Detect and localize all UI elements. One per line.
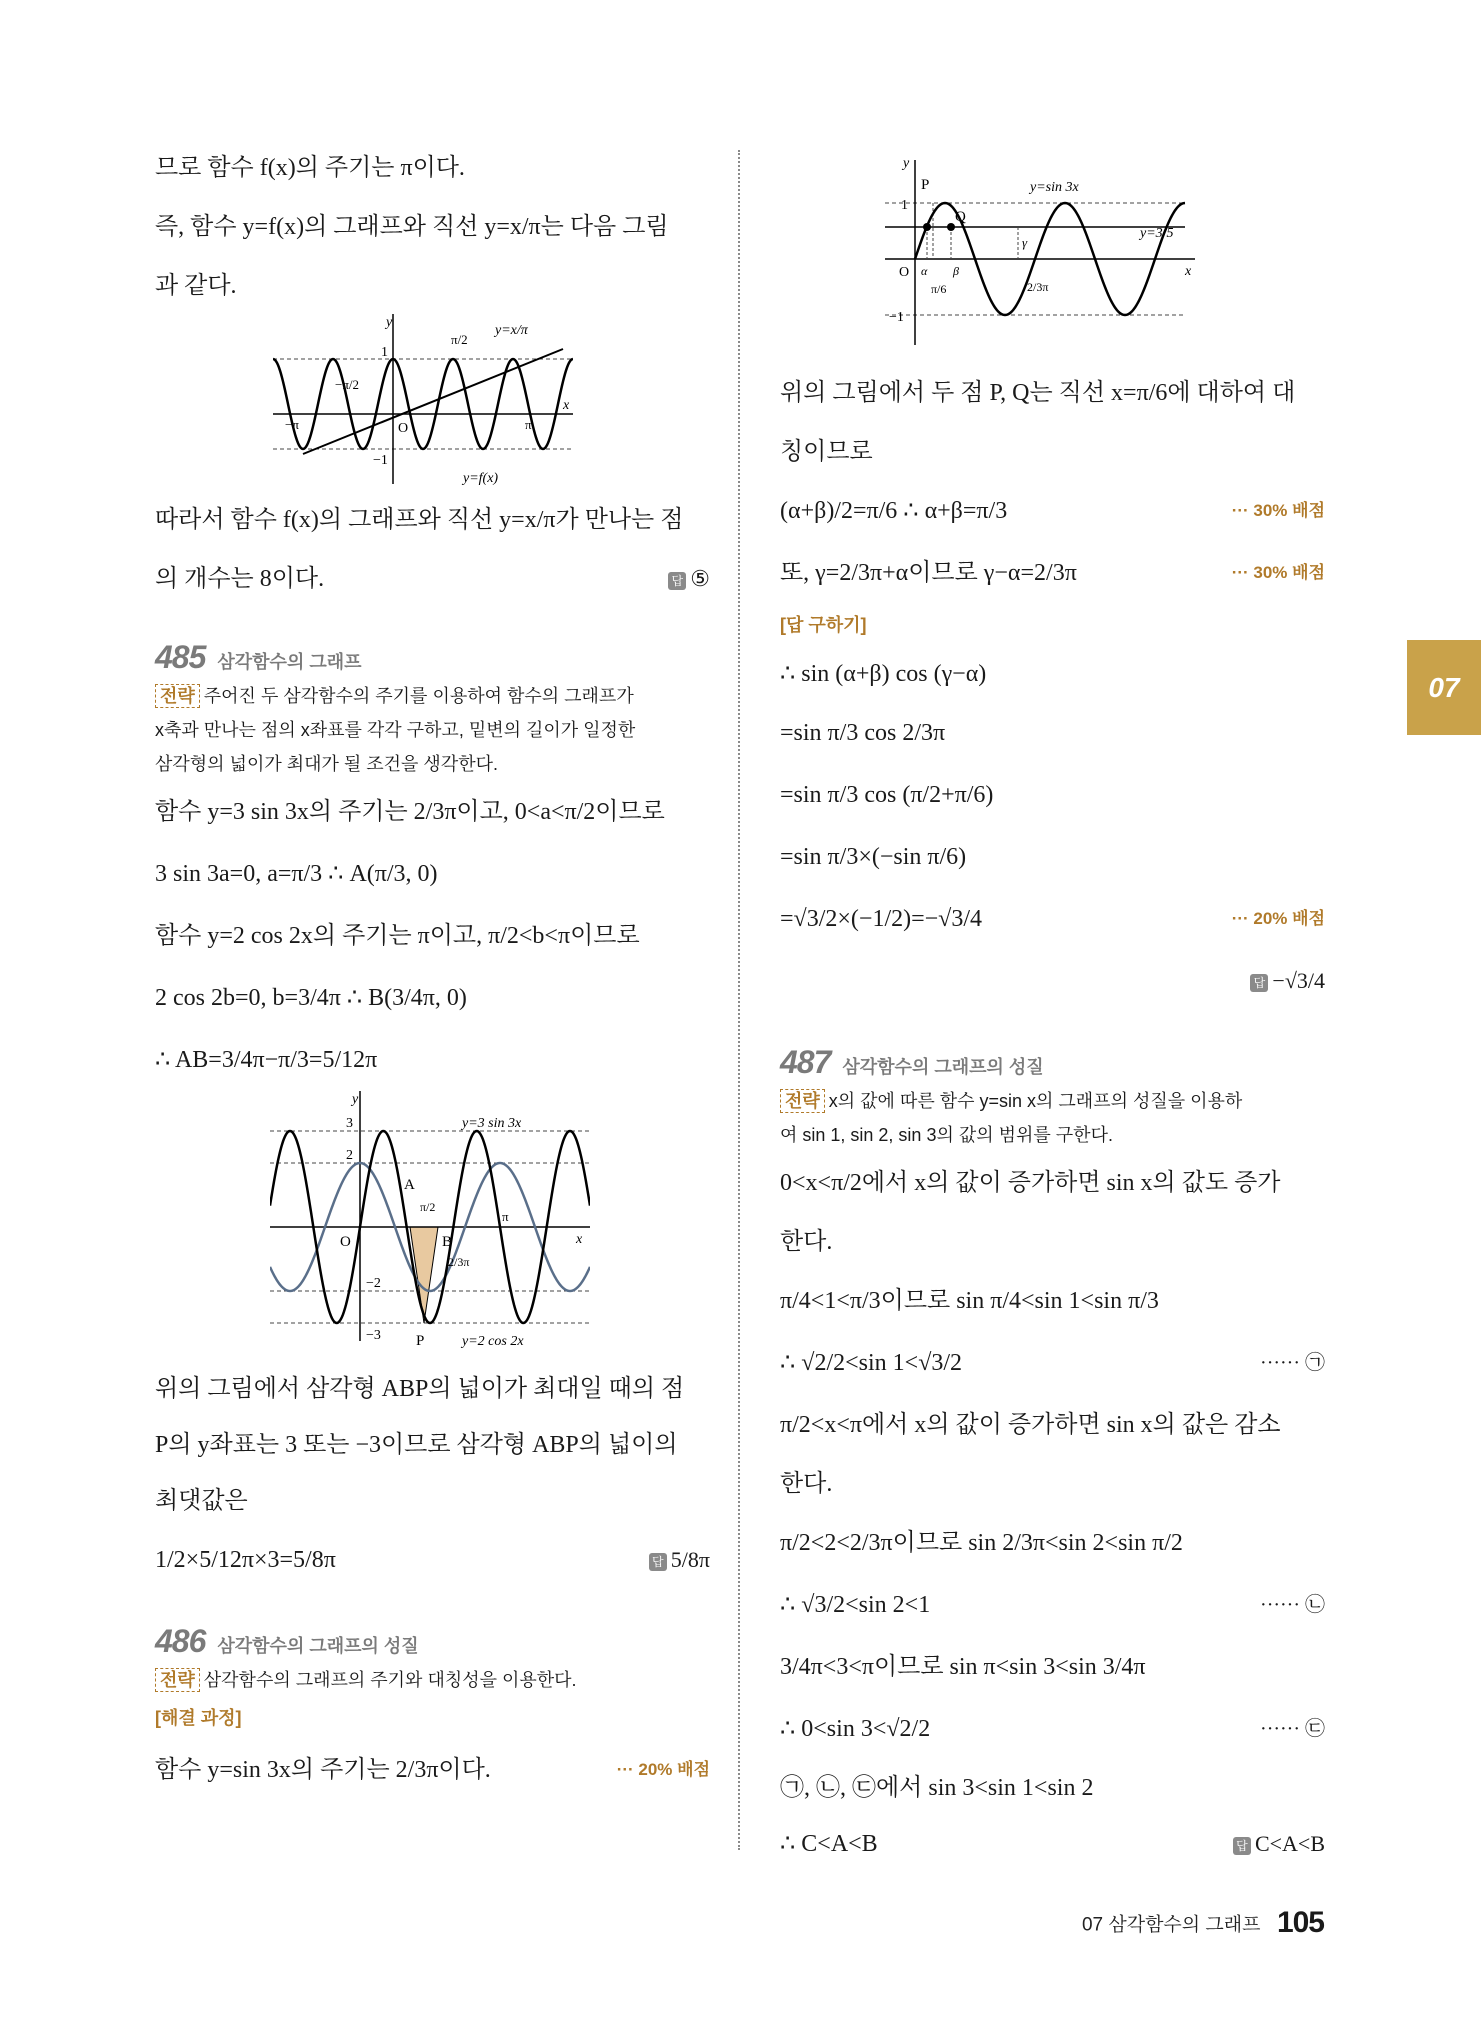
- math-line: π/4<1<π/3이므로 sin π/4<sin 1<sin π/3: [780, 1288, 1159, 1314]
- circle-mark: ······ ㉢: [1260, 1718, 1325, 1740]
- math-line: [780, 1816, 1325, 1872]
- tick-label: −π: [285, 417, 299, 432]
- strategy-text: 삼각함수의 그래프의 주기와 대칭성을 이용한다.: [203, 1670, 577, 1690]
- score-note: ··· 30% 배점: [1231, 501, 1325, 520]
- footer-chapter: 07 삼각함수의 그래프: [1081, 1914, 1261, 1936]
- page-footer: [1082, 1906, 1324, 1940]
- math-line: =sin π/3 cos 2/3π: [780, 720, 946, 746]
- strategy-block: [780, 1084, 1325, 1152]
- beta-label: β: [953, 264, 959, 278]
- figure-fx-graph: [273, 314, 710, 489]
- alpha-label: α: [921, 264, 928, 278]
- math-text: 함수 y=sin 3x의 주기는 2/3π이다.: [155, 1757, 491, 1783]
- strategy-line: 여 sin 1, sin 2, sin 3의 값의 범위를 구한다.: [780, 1125, 1113, 1145]
- text-line: 므로 함수 f(x)의 주기는 π이다.: [155, 155, 465, 181]
- gamma-label: γ: [1022, 235, 1028, 250]
- answer-value: −√3/4: [1272, 968, 1325, 993]
- tick-label: 2/3π: [448, 1255, 470, 1269]
- y-axis-label: y: [352, 1092, 359, 1107]
- strategy-block: [155, 679, 710, 781]
- page-number: 105: [1276, 1906, 1324, 1939]
- strategy-line: x축과 만나는 점의 x좌표를 각각 구하고, 밑변의 길이가 일정한: [155, 720, 636, 740]
- answer-tag: 답: [1233, 1837, 1251, 1855]
- tick-label: 2: [346, 1148, 353, 1163]
- text-line: 즉, 함수 y=f(x)의 그래프와 직선 y=x/π는 다음 그림: [155, 214, 669, 240]
- y-axis-label: y: [903, 156, 910, 171]
- tick-label: π/2: [420, 1200, 436, 1214]
- answer-487: [1233, 1816, 1325, 1872]
- math-line: [155, 1739, 710, 1801]
- math-line: 0<x<π/2에서 x의 값이 증가하면 sin x의 값도 증가: [780, 1170, 1281, 1196]
- tick-label: 2/3π: [1027, 280, 1049, 294]
- answer-value: C<A<B: [1254, 1831, 1325, 1856]
- chapter-tab: 07: [1407, 640, 1481, 735]
- sin3x-graph-svg: [885, 155, 1205, 350]
- text-line: 과 같다.: [155, 273, 237, 299]
- abp-graph-svg: [270, 1091, 590, 1351]
- point-p-label: P: [416, 1333, 425, 1349]
- curve-label: y=sin 3x: [1030, 180, 1079, 195]
- text-line: 칭이므로: [780, 439, 873, 465]
- circle-mark: ······ ㉠: [1260, 1352, 1325, 1374]
- math-line: ∴ sin (α+β) cos (γ−α): [780, 661, 987, 687]
- point-q-label: Q: [955, 209, 966, 225]
- curve1-label: y=3 sin 3x: [462, 1116, 522, 1131]
- math-line: =sin π/3×(−sin π/6): [780, 844, 967, 870]
- strategy-tag: 전략: [780, 1089, 825, 1113]
- answer-486: [1250, 950, 1325, 1012]
- math-line: [780, 542, 1325, 604]
- problem-header-487: [780, 1040, 1325, 1084]
- problem-number: 485: [155, 639, 206, 675]
- math-line: 3 sin 3a=0, a=π/3 ∴ A(π/3, 0): [155, 861, 438, 887]
- math-text: ∴ √2/2<sin 1<√3/2: [780, 1350, 963, 1376]
- origin-label: O: [398, 421, 409, 436]
- math-line: 3/4π<3<π이므로 sin π<sin 3<sin 3/4π: [780, 1654, 1146, 1680]
- math-text: 또, γ=2/3π+α이므로 γ−α=2/3π: [780, 560, 1077, 586]
- math-text: =√3/2×(−1/2)=−√3/4: [780, 906, 983, 932]
- problem-header-486: [155, 1619, 710, 1663]
- math-line: π/2<x<π에서 x의 값이 증가하면 sin x의 값은 감소: [780, 1412, 1281, 1438]
- score-note: ··· 20% 배점: [1231, 909, 1325, 928]
- text-line: 위의 그림에서 삼각형 ABP의 넓이가 최대일 때의 점: [155, 1376, 685, 1402]
- answer-tag: 답: [649, 1553, 667, 1571]
- answer-line: [780, 950, 1325, 1012]
- strategy-tag: 전략: [155, 684, 200, 708]
- curve2-label: y=2 cos 2x: [462, 1334, 524, 1349]
- origin-label: O: [340, 1234, 351, 1250]
- math-line: [780, 1574, 1325, 1636]
- tick-label: −1: [889, 310, 904, 325]
- circle-mark: ······ ㉡: [1260, 1594, 1325, 1616]
- tick-label: −π/2: [335, 377, 360, 392]
- right-column: [780, 155, 1325, 1872]
- tick-label: 3: [346, 1116, 353, 1131]
- math-text: ∴ C<A<B: [780, 1831, 878, 1857]
- column-divider: [738, 150, 740, 1850]
- math-text: (α+β)/2=π/6 ∴ α+β=π/3: [780, 498, 1008, 524]
- final-expression: 1/2×5/12π×3=5/8π: [155, 1547, 336, 1573]
- curve-label: y=f(x): [463, 471, 499, 486]
- x-axis-label: x: [1185, 264, 1192, 279]
- text-line: 따라서 함수 f(x)의 그래프와 직선 y=x/π가 만나는 점: [155, 507, 684, 533]
- math-line: 함수 y=3 sin 3x의 주기는 2/3π이고, 0<a<π/2이므로: [155, 799, 665, 825]
- problem-number: 487: [780, 1044, 831, 1080]
- math-line: 함수 y=2 cos 2x의 주기는 π이고, π/2<b<π이므로: [155, 923, 640, 949]
- text-line: 한다.: [780, 1229, 833, 1255]
- answer-484: [668, 551, 710, 607]
- math-text: ∴ √3/2<sin 2<1: [780, 1592, 931, 1618]
- strategy-line: [155, 679, 710, 713]
- text-line: 최댓값은: [155, 1488, 248, 1514]
- strategy-text: x의 값에 따른 함수 y=sin x의 그래프의 성질을 이용하: [828, 1091, 1243, 1111]
- figure-abp-graph: [270, 1091, 710, 1351]
- problem-number: 486: [155, 1623, 206, 1659]
- tick-label: −3: [366, 1328, 381, 1343]
- math-line: ㉠, ㉡, ㉢에서 sin 3<sin 1<sin 2: [780, 1775, 1094, 1801]
- answer-485: [649, 1529, 710, 1591]
- tick-label: π: [525, 417, 532, 432]
- score-note: ··· 30% 배점: [1231, 563, 1325, 582]
- point-b-label: B: [442, 1234, 453, 1250]
- x-axis-label: x: [563, 398, 570, 413]
- point-a-label: A: [404, 1177, 415, 1193]
- math-line: 2 cos 2b=0, b=3/4π ∴ B(3/4π, 0): [155, 985, 467, 1011]
- text-line: [155, 551, 710, 607]
- tick-label: π/6: [931, 282, 947, 296]
- line-label: y=x/π: [495, 323, 528, 338]
- left-column: [155, 140, 710, 1801]
- tick-label: −1: [373, 453, 388, 468]
- origin-label: O: [899, 265, 910, 280]
- tick-label: 1: [381, 345, 388, 360]
- strategy-line: 삼각형의 넓이가 최대가 될 조건을 생각한다.: [155, 754, 498, 774]
- problem-title: 삼각함수의 그래프의 성질: [217, 1636, 419, 1656]
- strategy-block: [155, 1663, 710, 1697]
- math-line: [780, 888, 1325, 950]
- math-line: ∴ AB=3/4π−π/3=5/12π: [155, 1047, 378, 1073]
- tick-label: 1: [901, 198, 908, 213]
- tick-label: −2: [366, 1276, 381, 1291]
- math-line: π/2<2<2/3π이므로 sin 2/3π<sin 2<sin π/2: [780, 1530, 1183, 1556]
- problem-title: 삼각함수의 그래프의 성질: [842, 1057, 1044, 1077]
- math-line: [780, 480, 1325, 542]
- answer-value: ⑤: [690, 566, 710, 591]
- answer-value: 5/8π: [670, 1547, 710, 1572]
- point-p-label: P: [921, 177, 930, 193]
- math-line: [780, 1332, 1325, 1394]
- math-text: ∴ 0<sin 3<√2/2: [780, 1716, 931, 1742]
- text-span: 의 개수는 8이다.: [155, 566, 325, 592]
- text-line: 위의 그림에서 두 점 P, Q는 직선 x=π/6에 대하여 대: [780, 380, 1296, 406]
- problem-header-485: [155, 635, 710, 679]
- text-line: 한다.: [780, 1471, 833, 1497]
- strategy-text: 주어진 두 삼각함수의 주기를 이용하여 함수의 그래프가: [203, 686, 634, 706]
- math-line: [155, 1529, 710, 1591]
- strategy-tag: 전략: [155, 1668, 200, 1692]
- tick-label: π: [502, 1209, 509, 1224]
- section-bracket: [해결 과정]: [155, 1708, 242, 1728]
- y-axis-label: y: [386, 315, 393, 330]
- problem-title: 삼각함수의 그래프: [217, 652, 362, 672]
- math-line: [780, 1698, 1325, 1760]
- answer-tag: 답: [668, 572, 686, 590]
- fx-graph-svg: [273, 314, 573, 489]
- answer-tag: 답: [1250, 974, 1268, 992]
- strategy-line: [155, 1663, 710, 1697]
- section-bracket: [답 구하기]: [780, 615, 867, 635]
- text-line: P의 y좌표는 3 또는 −3이므로 삼각형 ABP의 넓이의: [155, 1432, 678, 1458]
- x-axis-label: x: [576, 1232, 583, 1247]
- figure-sin3x-graph: [885, 155, 1325, 350]
- score-note: ··· 20% 배점: [616, 1760, 710, 1779]
- strategy-line: [780, 1084, 1325, 1118]
- math-line: =sin π/3 cos (π/2+π/6): [780, 782, 994, 808]
- tick-label: π/2: [451, 332, 468, 347]
- line-label: y=3/5: [1140, 226, 1174, 241]
